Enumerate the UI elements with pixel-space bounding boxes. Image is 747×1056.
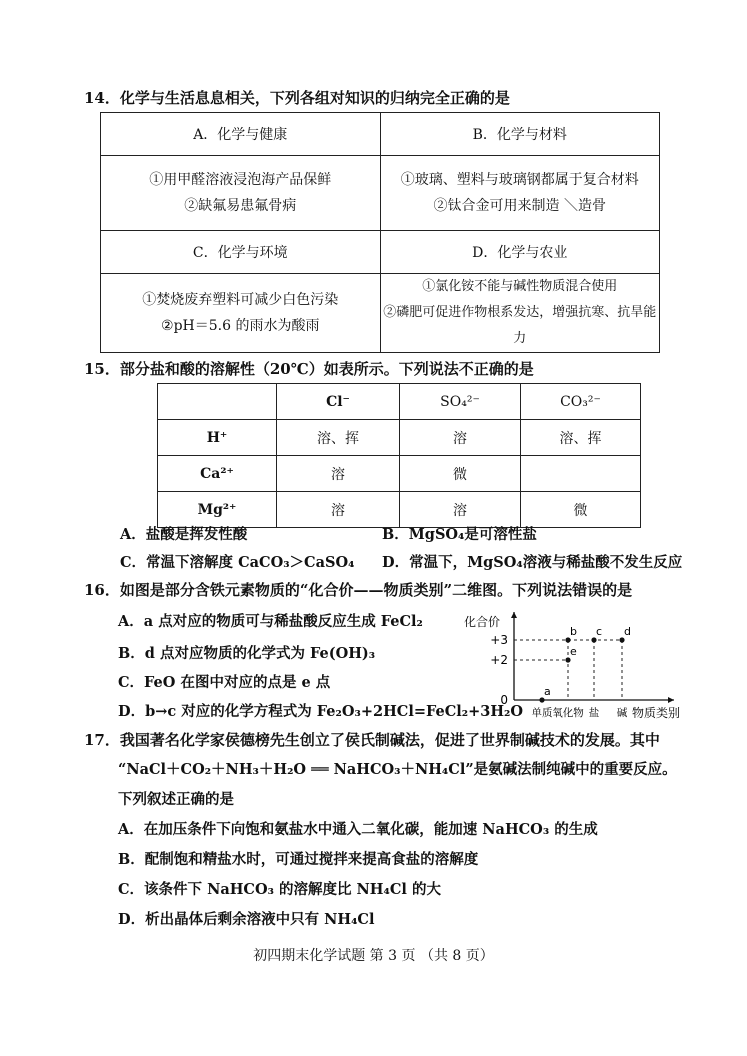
page-footer: 初四期末化学试题 第 3 页 （共 8 页） — [253, 948, 494, 964]
chart-category-label: 单质 — [531, 707, 553, 719]
q14-stem: 14．化学与生活息息相关，下列各组对知识的归纳完全正确的是 — [84, 89, 510, 107]
q15-ion-ca: Ca²⁺ — [158, 456, 277, 492]
chart-xlabel: 物质类别 — [632, 706, 681, 720]
q15-option-c: C．常温下溶解度 CaCO₃＞CaSO₄ — [120, 554, 355, 571]
q15-option-d: D．常温下，MgSO₄溶液与稀盐酸不发生反应 — [382, 554, 683, 571]
chart-axes — [511, 612, 674, 703]
iron-valence-chart — [464, 604, 692, 722]
q15-cell: 溶、挥 — [521, 420, 641, 456]
q16-stem: 16．如图是部分含铁元素物质的“化合价——物质类别”二维图。下列说法错误的是 — [84, 581, 633, 599]
q14-cell-c-head: C．化学与环境 — [101, 231, 381, 274]
q14-cell-b-head: B．化学与材料 — [380, 113, 660, 156]
q15-ion-mg: Mg²⁺ — [158, 492, 277, 528]
q15-option-a: A．盐酸是挥发性酸 — [120, 526, 248, 543]
chart-point-label-d: d — [624, 625, 631, 638]
q14-b-line1: ①玻璃、塑料与玻璃钢都属于复合材料 — [400, 172, 639, 188]
chart-point-label-e: e — [570, 645, 577, 658]
q14-d-line2: ②磷肥可促进作物根系发达，增强抗寒、抗旱能力 — [383, 305, 657, 346]
q14-cell-d-body — [380, 274, 660, 353]
chart-point-label-b: b — [570, 625, 577, 638]
q14-a-line1: ①用甲醛溶液浸泡海产品保鲜 — [149, 172, 332, 188]
chart-point-b — [565, 637, 570, 642]
q14-cell-a-head: A．化学与健康 — [101, 113, 381, 156]
y-axis-arrow — [511, 612, 517, 618]
q17-stem-2: “NaCl＋CO₂＋NH₃＋H₂O ══ NaHCO₃＋NH₄Cl”是氨碱法制纯碱中的重要反应。 — [118, 761, 677, 778]
chart-category-label: 氧化物 — [552, 707, 584, 719]
chart-category-label: 盐 — [588, 707, 600, 719]
q15-cell: 溶 — [400, 492, 521, 528]
q15-head-co3: CO₃²⁻ — [521, 384, 641, 420]
q17-option-d: D．析出晶体后剩余溶液中只有 NH₄Cl — [118, 911, 375, 928]
q14-c-line2: ②pH＝5.6 的雨水为酸雨 — [161, 318, 320, 334]
chart-categories — [532, 706, 628, 719]
q16-option-b: B．d 点对应物质的化学式为 Fe(OH)₃ — [118, 645, 376, 662]
q15-head-empty — [158, 384, 277, 420]
q15-cell: 微 — [400, 456, 521, 492]
q15-cell: 溶、挥 — [277, 420, 400, 456]
q16-option-c: C．FeO 在图中对应的点是 e 点 — [118, 674, 331, 691]
q14-d-line1: ①氯化铵不能与碱性物质混合使用 — [422, 279, 618, 294]
q17-stem-1: 17．我国著名化学家侯德榜先生创立了侯氏制碱法，促进了世界制碱技术的发展。其中 — [84, 731, 660, 749]
q16-option-d: D．b→c 对应的化学方程式为 Fe₂O₃+2HCl=FeCl₂+3H₂O — [118, 703, 524, 720]
q15-ion-h: H⁺ — [158, 420, 277, 456]
q15-cell: 微 — [521, 492, 641, 528]
chart-point-d — [619, 637, 624, 642]
q14-a-line2: ②缺氟易患氟骨病 — [184, 198, 297, 214]
q17-option-a: A．在加压条件下向饱和氨盐水中通入二氧化碳，能加速 NaHCO₃ 的生成 — [118, 821, 598, 838]
q15-cell: 溶 — [277, 456, 400, 492]
chart-point-label-a: a — [544, 685, 551, 698]
chart-point-label-c: c — [596, 625, 603, 638]
q14-c-line1: ①焚烧废弃塑料可减少白色污染 — [142, 292, 339, 308]
q14-cell-a-body — [101, 156, 381, 231]
q14-cell-d-head: D．化学与农业 — [380, 231, 660, 274]
q15-head-so4: SO₄²⁻ — [400, 384, 521, 420]
chart-y-tick-label: +3 — [490, 633, 508, 647]
q15-option-b: B．MgSO₄是可溶性盐 — [382, 526, 537, 543]
q15-cell: 溶 — [400, 420, 521, 456]
q15-cell — [521, 456, 641, 492]
q14-b-line2: ②钛合金可用来制造 ＼造骨 — [433, 198, 606, 214]
chart-point-c — [591, 637, 596, 642]
x-axis-arrow — [668, 697, 674, 703]
q15-table — [157, 383, 641, 528]
chart-points — [539, 625, 631, 703]
chart-y-tick-label: 0 — [500, 693, 508, 707]
chart-point-a — [539, 697, 544, 702]
chart-category-label: 碱 — [616, 707, 628, 719]
q14-table — [100, 112, 660, 353]
q14-cell-b-body — [380, 156, 660, 231]
chart-guides — [514, 640, 622, 700]
chart-point-e — [565, 657, 570, 662]
q17-stem-3: 下列叙述正确的是 — [118, 791, 234, 808]
chart-ylabel: 化合价 — [464, 615, 501, 629]
q17-option-c: C．该条件下 NaHCO₃ 的溶解度比 NH₄Cl 的大 — [118, 881, 441, 898]
chart-ticks — [490, 633, 508, 707]
q17-option-b: B．配制饱和精盐水时，可通过搅拌来提高食盐的溶解度 — [118, 851, 479, 868]
q15-stem: 15．部分盐和酸的溶解性（20℃）如表所示。下列说法不正确的是 — [84, 360, 534, 378]
chart-y-tick-label: +2 — [490, 653, 508, 667]
q15-cell: 溶 — [277, 492, 400, 528]
q16-option-a: A．a 点对应的物质可与稀盐酸反应生成 FeCl₂ — [118, 613, 423, 630]
q15-head-cl: Cl⁻ — [277, 384, 400, 420]
q14-cell-c-body — [101, 274, 381, 353]
